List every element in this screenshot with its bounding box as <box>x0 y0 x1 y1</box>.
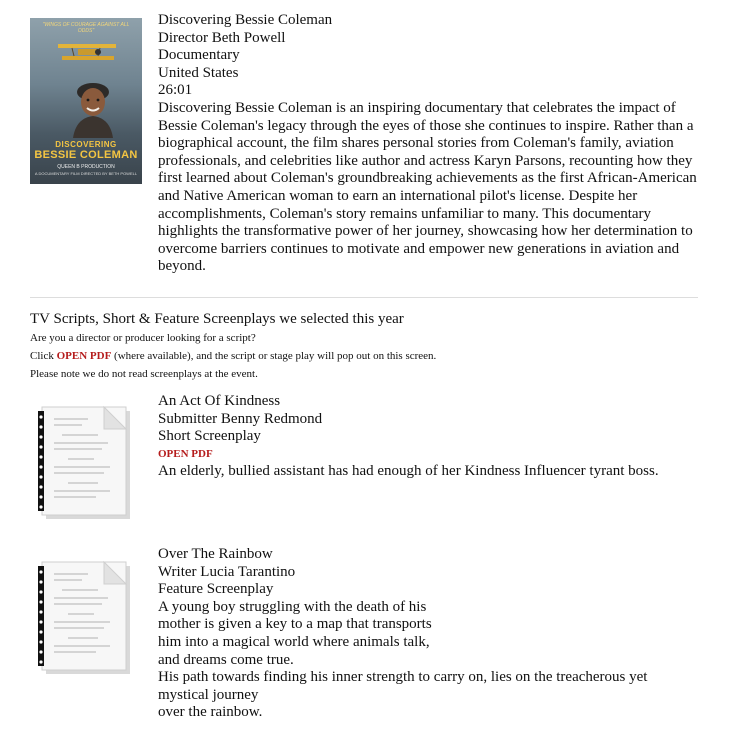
poster-title-top: DISCOVERING <box>55 140 117 149</box>
script-type: Short Screenplay <box>158 428 261 445</box>
section-question: Are you a director or producer looking for a script? <box>30 332 256 344</box>
script-logline: An elderly, bullied assistant has had enough of her Kindness Influencer tyrant boss. <box>158 462 659 479</box>
script-title: An Act Of Kindness <box>158 393 281 409</box>
script-writer: Submitter Benny Redmond <box>158 410 323 427</box>
script-entry-1 <box>158 393 698 480</box>
script-document-icon <box>38 405 134 521</box>
poster-title-main: BESSIE COLEMAN <box>34 149 138 161</box>
film-poster <box>30 18 142 184</box>
section-instructions <box>30 349 436 363</box>
film-director: Director Beth Powell <box>158 29 286 46</box>
script-writer: Writer Lucia Tarantino <box>158 563 296 580</box>
section-note: Please note we do not read screenplays at the event. <box>30 368 258 380</box>
click-prefix: Click <box>30 350 57 362</box>
script-entry-2 <box>158 546 698 722</box>
film-info <box>158 12 698 276</box>
film-runtime: 26:01 <box>158 82 193 99</box>
film-country: United States <box>158 64 239 81</box>
logline-line: mystical journey <box>158 686 259 703</box>
open-pdf-inline-label: OPEN PDF <box>56 350 112 362</box>
script-logline <box>158 599 698 722</box>
logline-line: mother is given a key to a map that transports <box>158 616 432 633</box>
film-title: Discovering Bessie Coleman <box>158 12 333 28</box>
logline-line: His path towards finding his inner strength to carry on, lies on the treacherous yet <box>158 669 648 686</box>
poster-subtitle: QUEEN B PRODUCTION <box>57 164 115 170</box>
script-type: Feature Screenplay <box>158 581 274 598</box>
script-title: Over The Rainbow <box>158 546 273 562</box>
logline-line: A young boy struggling with the death of his <box>158 598 427 615</box>
click-suffix: (where available), and the script or stage play will pop out on this screen. <box>111 350 437 362</box>
open-pdf-link[interactable]: OPEN PDF <box>158 447 213 460</box>
section-divider <box>30 297 698 298</box>
logline-line: and dreams come true. <box>158 651 294 668</box>
poster-credit: A DOCUMENTARY FILM DIRECTED BY BETH POWELL <box>34 171 138 176</box>
logline-line: him into a magical world where animals talk, <box>158 633 430 650</box>
biplane-illustration <box>52 36 122 76</box>
aviator-portrait <box>68 78 118 138</box>
logline-line: over the rainbow. <box>158 704 263 721</box>
script-document-icon <box>38 560 134 676</box>
section-title: TV Scripts, Short & Feature Screenplays we selected this year <box>30 311 404 327</box>
film-description: Discovering Bessie Coleman is an inspiring documentary that celebrates the impact of Bessie Coleman's legacy through the eyes of those she continues to inspire. Rather than a biographical account, the film shares personal stories from Coleman's family, aviation professionals, and celebrities like author and actress Karyn Parsons, recounting how they first learned about Coleman's groundbreaking achievements as the first African-American and Native American woman to earn an international pilot's license. Despite her accomplishments, Coleman's story remains unfamiliar to many. This documentary highlights the transformative power of her journey, showcasing how her determination to overcome barriers continues to motivate and empower new generations in aviation and beyond. <box>158 99 697 275</box>
poster-tagline: "WINGS OF COURAGE AGAINST ALL ODDS" <box>42 22 130 34</box>
film-genre: Documentary <box>158 47 240 64</box>
